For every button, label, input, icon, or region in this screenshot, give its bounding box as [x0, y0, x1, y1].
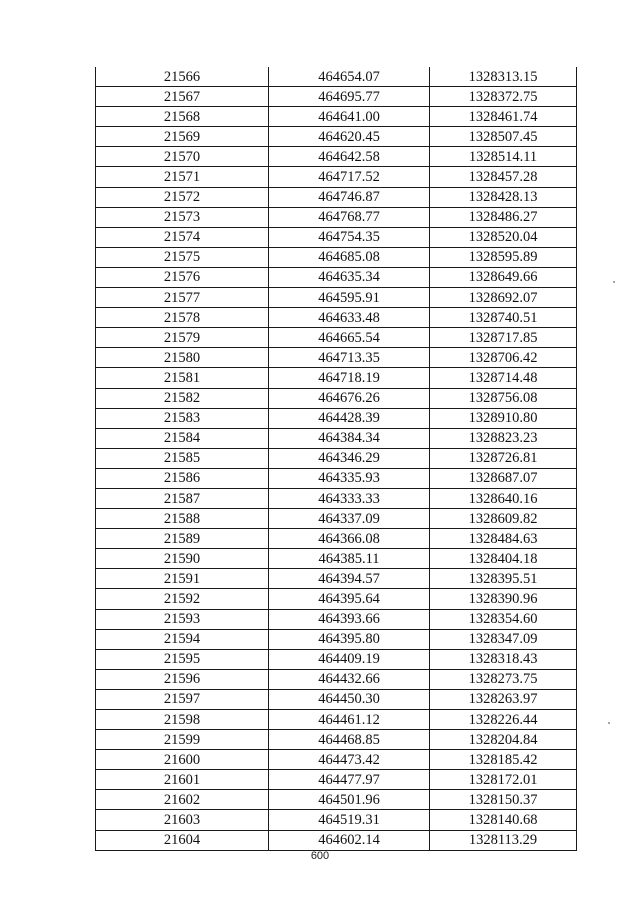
y-coordinate-cell: 1328484.63: [430, 529, 577, 549]
x-coordinate-cell: 464754.35: [269, 227, 430, 247]
x-coordinate-cell: 464333.33: [269, 488, 430, 508]
point-id-cell: 21602: [96, 790, 269, 810]
table-row: [96, 227, 577, 247]
table-row: [96, 288, 577, 308]
table-row: [96, 388, 577, 408]
y-coordinate-cell: 1328520.04: [430, 227, 577, 247]
table-row: [96, 669, 577, 689]
table-row: [96, 267, 577, 287]
x-coordinate-cell: 464432.66: [269, 669, 430, 689]
table-row: [96, 529, 577, 549]
y-coordinate-cell: 1328263.97: [430, 689, 577, 709]
scan-speck: [613, 281, 615, 283]
x-coordinate-cell: 464477.97: [269, 770, 430, 790]
table-row: [96, 87, 577, 107]
x-coordinate-cell: 464620.45: [269, 127, 430, 147]
table-row: [96, 810, 577, 830]
point-id-cell: 21569: [96, 127, 269, 147]
table-row: [96, 569, 577, 589]
table-row: [96, 649, 577, 669]
table-row: [96, 428, 577, 448]
y-coordinate-cell: 1328347.09: [430, 629, 577, 649]
table-row: [96, 328, 577, 348]
y-coordinate-cell: 1328706.42: [430, 348, 577, 368]
x-coordinate-cell: 464501.96: [269, 790, 430, 810]
point-id-cell: 21579: [96, 328, 269, 348]
point-id-cell: 21567: [96, 87, 269, 107]
point-id-cell: 21572: [96, 187, 269, 207]
page-number: 600: [310, 850, 330, 862]
y-coordinate-cell: 1328461.74: [430, 107, 577, 127]
table-row: [96, 448, 577, 468]
table-row: [96, 689, 577, 709]
point-id-cell: 21580: [96, 348, 269, 368]
x-coordinate-cell: 464685.08: [269, 247, 430, 267]
x-coordinate-cell: 464635.34: [269, 267, 430, 287]
y-coordinate-cell: 1328640.16: [430, 488, 577, 508]
x-coordinate-cell: 464395.80: [269, 629, 430, 649]
point-id-cell: 21592: [96, 589, 269, 609]
table-row: [96, 67, 577, 87]
x-coordinate-cell: 464746.87: [269, 187, 430, 207]
point-id-cell: 21576: [96, 267, 269, 287]
point-id-cell: 21587: [96, 488, 269, 508]
x-coordinate-cell: 464519.31: [269, 810, 430, 830]
y-coordinate-cell: 1328395.51: [430, 569, 577, 589]
y-coordinate-cell: 1328404.18: [430, 549, 577, 569]
table-row: [96, 368, 577, 388]
point-id-cell: 21589: [96, 529, 269, 549]
table-row: [96, 549, 577, 569]
table-row: [96, 107, 577, 127]
x-coordinate-cell: 464713.35: [269, 348, 430, 368]
y-coordinate-cell: 1328273.75: [430, 669, 577, 689]
point-id-cell: 21574: [96, 227, 269, 247]
point-id-cell: 21566: [96, 67, 269, 87]
y-coordinate-cell: 1328823.23: [430, 428, 577, 448]
y-coordinate-cell: 1328649.66: [430, 267, 577, 287]
table-row: [96, 790, 577, 810]
x-coordinate-cell: 464695.77: [269, 87, 430, 107]
y-coordinate-cell: 1328714.48: [430, 368, 577, 388]
point-id-cell: 21577: [96, 288, 269, 308]
x-coordinate-cell: 464385.11: [269, 549, 430, 569]
point-id-cell: 21586: [96, 468, 269, 488]
point-id-cell: 21593: [96, 609, 269, 629]
table-row: [96, 187, 577, 207]
table-row: [96, 830, 577, 850]
point-id-cell: 21575: [96, 247, 269, 267]
table-row: [96, 488, 577, 508]
x-coordinate-cell: 464768.77: [269, 207, 430, 227]
x-coordinate-cell: 464428.39: [269, 408, 430, 428]
point-id-cell: 21585: [96, 448, 269, 468]
x-coordinate-cell: 464717.52: [269, 167, 430, 187]
y-coordinate-cell: 1328354.60: [430, 609, 577, 629]
point-id-cell: 21571: [96, 167, 269, 187]
x-coordinate-cell: 464473.42: [269, 750, 430, 770]
point-id-cell: 21603: [96, 810, 269, 830]
point-id-cell: 21598: [96, 710, 269, 730]
x-coordinate-cell: 464654.07: [269, 67, 430, 87]
point-id-cell: 21600: [96, 750, 269, 770]
table-row: [96, 147, 577, 167]
table-row: [96, 609, 577, 629]
y-coordinate-cell: 1328756.08: [430, 388, 577, 408]
y-coordinate-cell: 1328318.43: [430, 649, 577, 669]
y-coordinate-cell: 1328595.89: [430, 247, 577, 267]
x-coordinate-cell: 464468.85: [269, 730, 430, 750]
y-coordinate-cell: 1328692.07: [430, 288, 577, 308]
point-id-cell: 21594: [96, 629, 269, 649]
table-row: [96, 770, 577, 790]
table-row: [96, 730, 577, 750]
point-id-cell: 21570: [96, 147, 269, 167]
point-id-cell: 21597: [96, 689, 269, 709]
point-id-cell: 21582: [96, 388, 269, 408]
y-coordinate-cell: 1328226.44: [430, 710, 577, 730]
y-coordinate-cell: 1328507.45: [430, 127, 577, 147]
y-coordinate-cell: 1328428.13: [430, 187, 577, 207]
point-id-cell: 21599: [96, 730, 269, 750]
y-coordinate-cell: 1328740.51: [430, 308, 577, 328]
y-coordinate-cell: 1328150.37: [430, 790, 577, 810]
coordinate-table-body: [96, 67, 577, 850]
y-coordinate-cell: 1328717.85: [430, 328, 577, 348]
table-row: [96, 589, 577, 609]
y-coordinate-cell: 1328457.28: [430, 167, 577, 187]
scan-speck: [608, 722, 610, 724]
x-coordinate-cell: 464676.26: [269, 388, 430, 408]
y-coordinate-cell: 1328113.29: [430, 830, 577, 850]
y-coordinate-cell: 1328726.81: [430, 448, 577, 468]
table-row: [96, 348, 577, 368]
point-id-cell: 21596: [96, 669, 269, 689]
table-row: [96, 468, 577, 488]
table-row: [96, 127, 577, 147]
table-row: [96, 750, 577, 770]
x-coordinate-cell: 464346.29: [269, 448, 430, 468]
y-coordinate-cell: 1328514.11: [430, 147, 577, 167]
point-id-cell: 21583: [96, 408, 269, 428]
point-id-cell: 21601: [96, 770, 269, 790]
x-coordinate-cell: 464395.64: [269, 589, 430, 609]
y-coordinate-cell: 1328687.07: [430, 468, 577, 488]
x-coordinate-cell: 464409.19: [269, 649, 430, 669]
x-coordinate-cell: 464642.58: [269, 147, 430, 167]
table-row: [96, 247, 577, 267]
point-id-cell: 21590: [96, 549, 269, 569]
x-coordinate-cell: 464718.19: [269, 368, 430, 388]
x-coordinate-cell: 464595.91: [269, 288, 430, 308]
x-coordinate-cell: 464337.09: [269, 509, 430, 529]
point-id-cell: 21581: [96, 368, 269, 388]
point-id-cell: 21584: [96, 428, 269, 448]
y-coordinate-cell: 1328140.68: [430, 810, 577, 830]
x-coordinate-cell: 464450.30: [269, 689, 430, 709]
point-id-cell: 21588: [96, 509, 269, 529]
y-coordinate-cell: 1328172.01: [430, 770, 577, 790]
point-id-cell: 21568: [96, 107, 269, 127]
table-row: [96, 509, 577, 529]
point-id-cell: 21578: [96, 308, 269, 328]
table-row: [96, 207, 577, 227]
y-coordinate-cell: 1328204.84: [430, 730, 577, 750]
table-row: [96, 629, 577, 649]
y-coordinate-cell: 1328609.82: [430, 509, 577, 529]
coordinate-table: [95, 67, 577, 851]
table-row: [96, 308, 577, 328]
point-id-cell: 21604: [96, 830, 269, 850]
x-coordinate-cell: 464602.14: [269, 830, 430, 850]
point-id-cell: 21595: [96, 649, 269, 669]
x-coordinate-cell: 464366.08: [269, 529, 430, 549]
y-coordinate-cell: 1328390.96: [430, 589, 577, 609]
y-coordinate-cell: 1328313.15: [430, 67, 577, 87]
table-row: [96, 710, 577, 730]
x-coordinate-cell: 464394.57: [269, 569, 430, 589]
y-coordinate-cell: 1328185.42: [430, 750, 577, 770]
table-row: [96, 167, 577, 187]
point-id-cell: 21591: [96, 569, 269, 589]
y-coordinate-cell: 1328372.75: [430, 87, 577, 107]
table-row: [96, 408, 577, 428]
x-coordinate-cell: 464641.00: [269, 107, 430, 127]
x-coordinate-cell: 464461.12: [269, 710, 430, 730]
y-coordinate-cell: 1328910.80: [430, 408, 577, 428]
x-coordinate-cell: 464665.54: [269, 328, 430, 348]
y-coordinate-cell: 1328486.27: [430, 207, 577, 227]
x-coordinate-cell: 464384.34: [269, 428, 430, 448]
point-id-cell: 21573: [96, 207, 269, 227]
x-coordinate-cell: 464335.93: [269, 468, 430, 488]
x-coordinate-cell: 464393.66: [269, 609, 430, 629]
x-coordinate-cell: 464633.48: [269, 308, 430, 328]
